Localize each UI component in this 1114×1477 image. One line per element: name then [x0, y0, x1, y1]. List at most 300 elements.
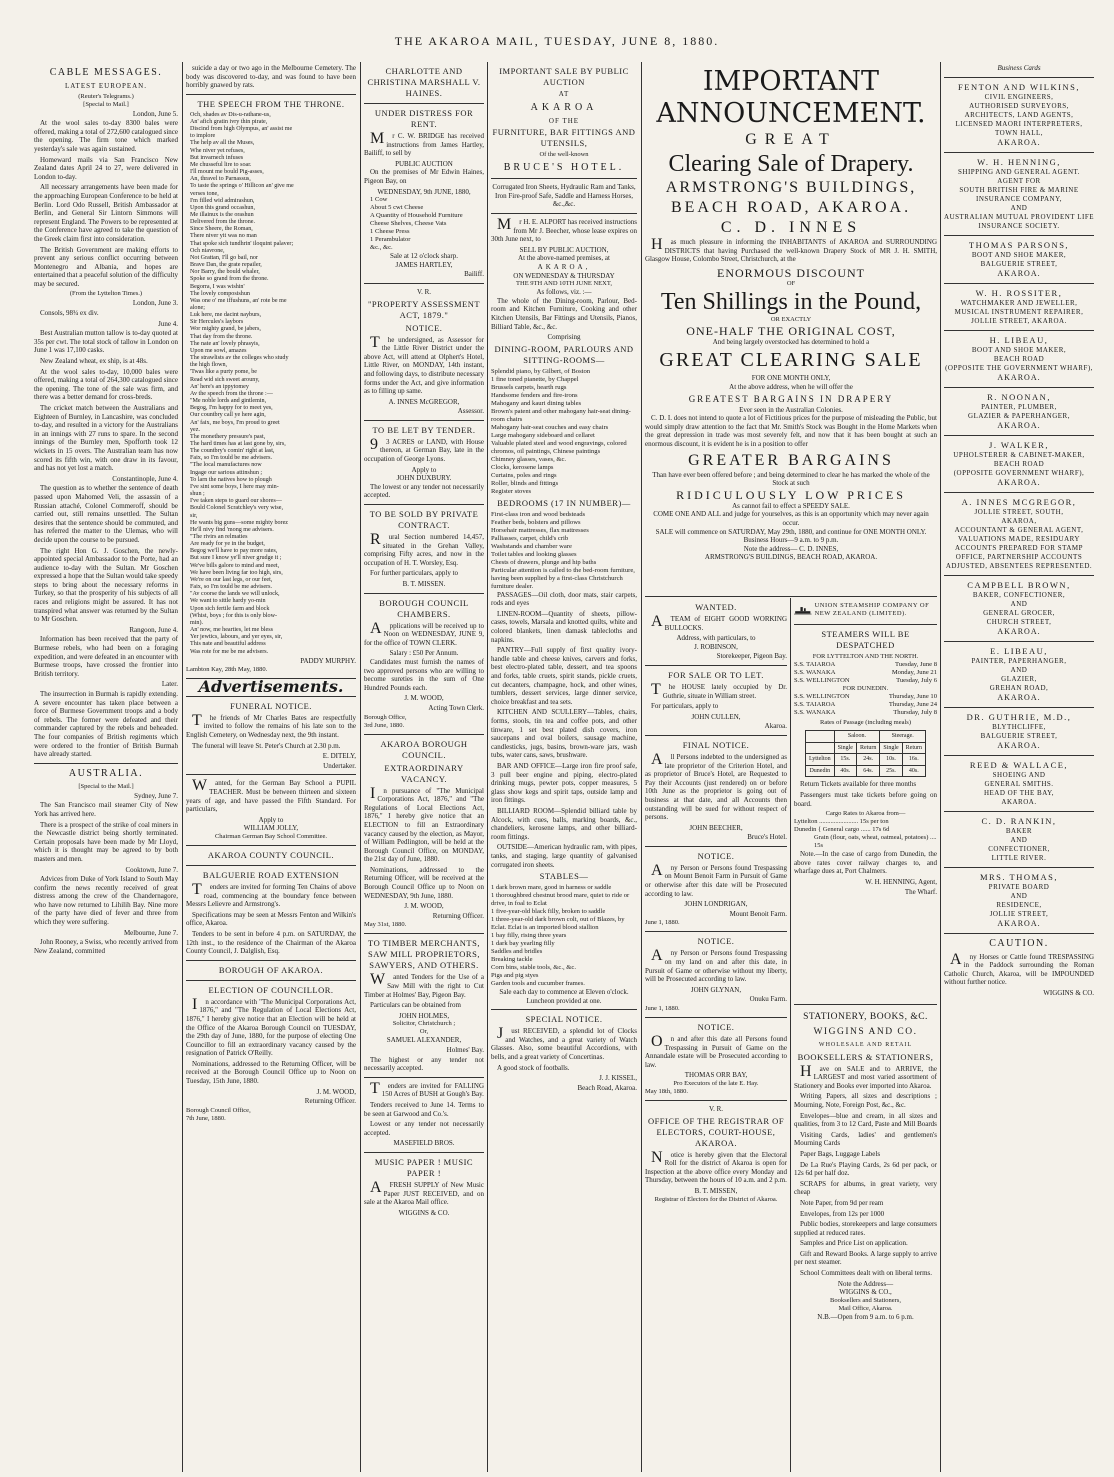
- paragraph: Homeward mails via San Francisco New Zealand dates April 24 to 27, were delivered in London to-day.: [34, 155, 178, 181]
- text: Note the address— C. D. INNES,: [743, 544, 839, 553]
- divider: [944, 641, 1094, 642]
- schedule-row: [794, 677, 937, 685]
- signature: Onuku Farm.: [749, 995, 787, 1004]
- text: AKAROA,: [537, 262, 591, 271]
- signature: J. M. WOOD,: [404, 694, 444, 703]
- dateline: London, June 5.: [132, 109, 178, 118]
- paragraph: Specifications may be seen at Messrs Fenton and Wilkin's office, Akaroa.: [186, 910, 356, 928]
- paragraph: The British Government are making efforts to prevent any serious conflict occurring between Montenegro and Albania, and hopes are entertained that a peaceful solution of the difficulty may be secured.: [34, 245, 178, 288]
- signature: Storekeeper, Pigeon Bay.: [716, 652, 787, 661]
- paragraph: Notice is hereby given that the Electoral Roll for the district of Akaroa is open for Inspection at the above office every Monday and Thursday, between the hours of 10 a.m. and 2 p.m.: [645, 1148, 787, 1185]
- signature: Akaroa.: [764, 722, 787, 731]
- business-detail: JOLLIE STREET,: [989, 909, 1049, 918]
- business-detail: BOOT AND SHOE MAKER,: [971, 250, 1067, 259]
- paragraph: Candidates must furnish the names of two approved persons who are willing to become sureties in the sum of One Hundred Pounds each.: [364, 657, 484, 692]
- text: WEDNESDAY, 9th JUNE, 1880,: [377, 187, 471, 196]
- business-detail: BAKER: [1005, 826, 1033, 835]
- paragraph: Wanted, for the German Bay School a PUPIL TEACHER. Must be between thirteen and sixteen years of age, and have passed the Fifth Standard. For particulars,: [186, 777, 356, 814]
- paragraph: Samples and Price List on application.: [800, 1239, 908, 1248]
- table-row: [805, 765, 925, 777]
- business-location: AKAROA.: [997, 626, 1041, 636]
- business-detail: AND: [1010, 835, 1028, 844]
- table-header: Return: [902, 742, 925, 754]
- paragraph: LINEN-ROOM—Quantity of sheets, pillow-cases, towels, Marsala and knotted quilts, white and colored blankets, linen damask tablecloths and napkins.: [491, 609, 637, 644]
- paragraph: Mr C. W. BRIDGE has received instructions from James Hartley, Bailiff, to sell by: [364, 130, 484, 158]
- column-rule: [940, 62, 941, 1472]
- text: FOR LYTTELTON AND THE NORTH.: [812, 653, 919, 660]
- paragraph: Note Paper, from 9d per ream: [800, 1198, 884, 1207]
- ship-name: S.S. WELLINGTON: [794, 693, 850, 700]
- text: Apply to: [258, 815, 284, 824]
- table-cell: Lyttelton: [805, 754, 834, 766]
- text: Luncheon provided at one.: [526, 996, 602, 1005]
- signature: JOHN HOLMES,: [398, 1011, 450, 1020]
- steamship-ad: [794, 600, 937, 1000]
- divider: [491, 1009, 637, 1010]
- text: ON WEDNESDAY & THURSDAY: [513, 271, 615, 280]
- ad-title: UNION STEAMSHIP COMPANY OF NEW ZEALAND (LIMITED).: [814, 602, 930, 617]
- paragraph: The San Francisco mail steamer City of New York has arrived here.: [34, 801, 178, 818]
- table-cell: 25s.: [880, 765, 902, 777]
- divider: [364, 734, 484, 735]
- paragraph: John Rooney, a Swiss, who recently arrived from New Zealand, committed: [34, 938, 178, 955]
- divider: [944, 330, 1094, 331]
- text: Of the well-known: [539, 151, 589, 159]
- item-list: 1 dark brown mare, good in harness or saddle 1 thoroughbred chestnut brood mare, quiet to ride or drive, in foal to Eclat 1 five-year-old black filly, broken to saddle 1 three-year-old dark brown colt, out of Blazes, by Eclat. Eclat is an imported blood stallion 1 bay filly, rising three years 1 dark bay yearling filly Saddles and bridles Breaking tackle Corn bins, stable tools, &c., &c. Pigs and pig styes Garden tools and cucumber frames.: [491, 884, 630, 988]
- business-detail: LICENSED MAORI INTERPRETERS,: [955, 119, 1083, 128]
- section-title: CABLE MESSAGES.: [49, 67, 163, 78]
- signature: WIGGINS & CO.,: [839, 1288, 892, 1297]
- business-card: [944, 816, 1094, 868]
- column-notices-2: [645, 600, 787, 1472]
- divider: [645, 931, 787, 932]
- dateline: Later.: [161, 680, 178, 689]
- paragraph: The question as to whether the sentence of death passed upon Mahomed Veli, the assassin of a Russian attaché, Colonel Commeroff, should be carried out, still remains unsettled. The Sultan desires that the sentence should be commuted, and has referred the matter to the Ulemas, who will decide upon the course to be pursued.: [34, 484, 178, 544]
- text: V. R.: [416, 287, 432, 296]
- paragraph: BILLIARD ROOM—Splendid billiard table by Alcock, with cues, balls, marking boards, &c., chandeliers, kerosene lamps, and other billiard-room fittings.: [491, 806, 637, 841]
- business-name: THOMAS PARSONS,: [968, 239, 1070, 250]
- paragraph: Consols, 98¾ ex div.: [40, 309, 99, 318]
- business-card: [944, 872, 1094, 934]
- business-detail: AUTHORISED SURVEYORS,: [969, 101, 1069, 110]
- business-name: E. LIBEAU,: [990, 645, 1048, 656]
- paragraph: Particulars can be obtained from: [370, 1001, 461, 1010]
- ad-title: AKAROA BOROUGH COUNCIL.: [380, 738, 468, 760]
- business-detail: AND: [1010, 203, 1028, 212]
- text: Ever seen in the Australian Colonies.: [739, 405, 843, 414]
- signature: Registrar of Electors for the District of Akaroa.: [654, 1195, 778, 1203]
- table-header: Steerage.: [880, 731, 926, 743]
- column-rule: [360, 62, 361, 1472]
- drapery-announcement: [645, 64, 937, 594]
- text: SELL BY PUBLIC AUCTION,: [519, 245, 609, 254]
- paragraph: KITCHEN AND SCULLERY—Tables, chairs, forms, stools, tin tea and coffee pots, and other tinware, 1 set best plated dish covers, iron saucepans and oval boilers, sausage machine, candlesticks, jugs, basins, brown-ware jars, wash tubs, water cans, saws, brushware.: [491, 708, 637, 760]
- subheading: (Reuter's Telegrams.): [78, 92, 134, 100]
- table-header: Return: [856, 742, 879, 754]
- dateline: June 4.: [158, 319, 178, 328]
- text: OF: [786, 279, 796, 287]
- business-name: DR. GUTHRIE, M.D.,: [966, 711, 1072, 722]
- signature: W. H. HENNING, Agent,: [865, 877, 937, 886]
- divider: [794, 1004, 937, 1005]
- sailing-date: Tuesday, June 8: [894, 661, 937, 668]
- divider: [364, 593, 484, 594]
- paragraph: AFRESH SUPPLY of New Music Paper JUST RECEIVED, and on sale at the Akaroa Mail office.: [364, 1178, 484, 1207]
- paragraph: OUTSIDE—American hydraulic ram, with pipes, tanks, and staging, large quantity of galvanised corrugated iron sheets.: [491, 843, 637, 869]
- item-list: 1 Cow About 5 cwt Cheese A Quantity of Household Furniture Cheese Shelves, Cheese Vats 1 Cheese Press 1 Perambulator &c., &c.: [370, 196, 463, 252]
- ad-title: TO BE SOLD BY PRIVATE CONTRACT.: [369, 509, 479, 531]
- paragraph: 93 ACRES or LAND, with House thereon, at German Bay, late in the occupation of George Lyons.: [364, 435, 484, 464]
- divider: [645, 596, 937, 597]
- table-cell: 16s.: [902, 754, 925, 766]
- announcement-line: ARMSTRONG'S BUILDINGS,: [665, 179, 917, 196]
- signature: May 31st, 1880.: [364, 921, 407, 929]
- paragraph: The cricket match between the Australians and Eighteen of Burnley, in Lancashire, was concluded to-day, and resulted in a victory for the Australians in an innings with 27 runs to spare. In the second innings of the Burnley men, Spofforth took 12 wickets in 15 overs. The Australian team has now scored its fifth win, with one draw in its favour, and has not yet lost a match.: [34, 404, 178, 473]
- signature: B. T. MISSEN.: [402, 580, 446, 588]
- ad-title: DINING-ROOM, PARLOURS AND SITTING-ROOMS—: [494, 343, 634, 365]
- ad-title: WANTED.: [695, 602, 737, 612]
- table-header: Single: [834, 742, 856, 754]
- ad-title: FINAL NOTICE.: [682, 739, 750, 750]
- ad-title: MUSIC PAPER ! MUSIC PAPER !: [374, 1156, 474, 1178]
- signature: J. M. WOOD,: [404, 902, 444, 911]
- signature: WIGGINS & CO.: [1043, 988, 1094, 997]
- business-card: [944, 497, 1094, 576]
- paragraph: Envelopes, from 12s per 1000: [800, 1209, 885, 1218]
- business-location: AKAROA.: [997, 477, 1041, 487]
- divider: [364, 1077, 484, 1078]
- signature: WIGGINS & CO.: [398, 1208, 450, 1217]
- table-cell: 10s.: [880, 754, 902, 766]
- divider: [186, 980, 356, 981]
- text: Comprising: [547, 333, 581, 342]
- business-detail: BLYTHCLIFFE,: [992, 722, 1046, 731]
- steamship-icon: [794, 601, 812, 619]
- dateline: Sydney, June 7.: [134, 791, 178, 800]
- signature: Returning Officer.: [432, 911, 484, 920]
- schedule-row: [794, 701, 937, 709]
- paragraph: All Persons indebted to the undersigned as late proprietor of the Criterion Hotel, and as proprietor of Bruce's Hotel, are Requested to Pay their Accounts (just rendered) on or before 10th June as the proprietor is going out of business at that date, and all Accounts then outstanding will be sued for without respect of persons.: [645, 750, 787, 822]
- ad-title: STABLES—: [539, 871, 589, 882]
- business-detail: GREHAN ROAD,: [989, 683, 1049, 692]
- column-rule: [182, 62, 183, 1472]
- paragraph: At the wool sales to-day, 10,000 bales were offered, making a total of 264,300 catalogued since the opening. The tone of the sale was firm, and there was a better demand for cross-breds.: [34, 367, 178, 402]
- business-detail: AKAROA.: [1001, 797, 1037, 806]
- signature: Mail Office, Akaroa.: [838, 1304, 893, 1312]
- business-card: [944, 288, 1094, 331]
- column-notices: [364, 64, 484, 1472]
- announcement-line: GREAT: [745, 131, 837, 148]
- signature: Holmes' Bay.: [446, 1046, 484, 1054]
- schedule-row: [794, 709, 937, 717]
- paragraph: Tenders to be sent in before 4 p.m. on SATURDAY, the 12th inst., to the residence of the Chairman of the Akaroa County Council, J. Dalglish, Esq.: [186, 929, 356, 956]
- text: Lyttelton ........................ 15s per ton: [794, 818, 889, 826]
- paragraph: Just RECEIVED, a splendid lot of Clocks and Watches, and a great variety of Watch Glasses. Also, some beautiful Accordions, with bells, and a great variety of Concertinas.: [491, 1025, 637, 1062]
- paragraph: The funeral will leave St. Peter's Church at 2.30 p.m.: [192, 741, 341, 750]
- paragraph: School Committees dealt with on liberal terms.: [800, 1269, 933, 1278]
- business-location: AKAROA.: [997, 137, 1041, 147]
- text: Note the Address—: [837, 1279, 894, 1288]
- business-card: [944, 646, 1094, 708]
- business-detail: PAINTER, PAPERHANGER,: [971, 656, 1067, 665]
- ad-title: CAUTION.: [989, 937, 1049, 949]
- business-location: AKAROA.: [997, 740, 1041, 750]
- ad-title: NOTICE.: [697, 1022, 735, 1032]
- signature: JOHN DUXBURY.: [396, 474, 452, 483]
- divider: [186, 774, 356, 775]
- paragraph: The undersigned, as Assessor for the Little River District under the above Act, will attend at Olphert's Hotel, Little River, on MONDAY, 14th instant, and following days, to distribute necessary forms under the Act, and give information as to filling up same.: [364, 333, 484, 396]
- signature: THOMAS ORR BAY,: [684, 1071, 748, 1080]
- business-detail: WATCHMAKER AND JEWELLER,: [960, 298, 1078, 307]
- ad-title: NOTICE.: [405, 322, 443, 333]
- ship-name: S.S. WANAKA: [794, 709, 836, 716]
- divider: [186, 865, 356, 866]
- text: BRUCE'S HOTEL.: [503, 162, 625, 174]
- paragraph: A good stock of footballs.: [497, 1063, 570, 1072]
- text: Cargo Rates to Akaroa from—: [825, 810, 906, 818]
- paragraph: The whole of the Dining-room, Parlour, Bed-room and Kitchen Furniture, Cooking and other Kitchen Utensils, Bar Fittings and Utensils, Pianos, Billiard Table, &c., &c.: [491, 296, 637, 331]
- paragraph: Advices from Duke of York Island to South May confirm the news recently received of great distress among the crew of the Chandernagore, who have now returned to Lihilih Bay. Nine more of the party have died of fever and three from which they were suffering.: [34, 875, 178, 927]
- item-list: First-class iron and wood bedsteads Feather beds, bolsters and pillows Horsehair mattresses, flax mattresses Palliasses, carpet, child's crib Washstands and chamber ware Toilet tables and looking glasses Chests of drawers, plunge and hip baths Particular attention is called to the bed-room furniture, having been supplied by a first-class Christchurch furniture dealer.: [491, 510, 635, 590]
- text: Salary : £50 Per Annum.: [389, 649, 459, 658]
- section-title: THE SPEECH FROM THE THRONE.: [197, 98, 345, 109]
- paragraph: On the premises of Mr Edwin Haines, Pigeon Bay, on: [364, 168, 484, 185]
- business-detail: CHURCH STREET,: [986, 617, 1052, 626]
- paragraph: The insurrection in Burmah is rapidly extending. A severe encounter has taken place between a force of Burmese Government troops and a body of rebels. The former were defeated and their commander captured by the rebels and beheaded. The four companies of British regiments which were ordered to the frontier of British Burmah have already started.: [34, 690, 178, 759]
- ad-title: BOOKSELLERS & STATIONERS,: [797, 1051, 934, 1062]
- divider: [944, 77, 1094, 78]
- signature: E. DITELY,: [322, 752, 356, 761]
- business-detail: BAKER, CONFECTIONER,: [972, 590, 1066, 599]
- paragraph: BAR AND OFFICE—Large iron fire proof safe, 3 pull beer engine and piping, electro-plated drinking mugs, pewter pots, copper measures, 5 glass show kegs and spirit taps, outside lamp and iron fittings.: [491, 761, 637, 805]
- business-location: AKAROA.: [997, 918, 1041, 928]
- table-cell: 40s.: [834, 765, 856, 777]
- signature: JOHN GLYNAN,: [690, 985, 742, 994]
- ship-name: S.S. WANAKA: [794, 669, 836, 676]
- ad-title: CHARLOTTE AND CHRISTINA MARSHALL V. HAINES.: [367, 66, 481, 98]
- text: Business Hours—9 a.m. to 9 p.m.: [743, 536, 839, 545]
- sailing-date: Tuesday, July 6: [896, 677, 937, 684]
- paragraph: All necessary arrangements have been made for the approaching European Conference to be held at Berlin. Lord Odo Russell, British Ambassador at Berlin, and General Sir Lintorn Simmons will represent England. The Powers to be represented at the Conference have agreed to take the question of the Greek claim first into consideration.: [34, 183, 178, 243]
- signature: J. ROBINSON,: [694, 642, 738, 651]
- business-detail: ARCHITECTS, LAND AGENTS,: [964, 110, 1074, 119]
- ship-name: S.S. TAIAROA: [794, 701, 836, 708]
- signature: Borough Council Office,: [186, 1106, 251, 1114]
- ad-title: OFFICE OF THE REGISTRAR OF ELECTORS, COURT-HOUSE, AKAROA.: [647, 1115, 785, 1148]
- business-name: W. H. ROSSITER,: [975, 287, 1063, 298]
- text: Sale at 12 o'clock sharp.: [390, 252, 458, 261]
- paragraph: ATEAM of EIGHT GOOD WORKING BULLOCKS.: [651, 613, 787, 632]
- ad-title: FUNERAL NOTICE.: [230, 700, 312, 711]
- ad-title: "PROPERTY ASSESSMENT ACT, 1879.": [367, 298, 481, 320]
- business-card: [944, 580, 1094, 642]
- signature: J. M. WOOD,: [316, 1087, 356, 1096]
- paragraph: There is a prospect of the strike of coal miners in the Newcastle district being shortly terminated. Certain proposals have been made by Mr Lloyd, which it is thought may be agreed to by both masters and men.: [34, 820, 178, 863]
- business-detail: CIVIL ENGINEERS,: [984, 92, 1054, 101]
- text: As follows, viz. :—: [536, 288, 592, 297]
- paragraph: Envelopes—blue and cream, in all sizes and qualities, from 3 to 12 Card, Paste and Mill Boards: [794, 1111, 937, 1129]
- paragraph: Tenders received to June 14. Terms to be seen at Garwood and Co.'s.: [364, 1100, 484, 1118]
- signature: Booksellers and Stationers,: [830, 1296, 901, 1304]
- table-header: Single: [880, 742, 902, 754]
- ad-title: ELECTION OF COUNCILLOR.: [208, 984, 334, 995]
- dateline: Constantinople, June 4.: [112, 474, 178, 483]
- paragraph: In accordance with "The Municipal Corporations Act, 1876," and "The Regulation of Local Elections Act, 1876," I hereby give notice that an Election will be held at the Office of the Akaroa Borough Council on TUESDAY, the 29th day of June, 1880, for the purpose of electing One Councillor to fill an extraordinary vacancy caused by the resignation of Patrick O'Reilly.: [186, 995, 356, 1058]
- divider: [944, 152, 1094, 153]
- column-auction: [491, 64, 637, 1472]
- column-rule: [641, 62, 642, 1472]
- paragraph: The friends of Mr Charles Bates are respectfully invited to follow the remains of his late son to the English Cemetery, on Wednesday next, the 9th instant.: [186, 711, 356, 740]
- announcement-line: RIDICULOUSLY LOW PRICES: [676, 487, 906, 502]
- signature: 3rd June, 1880.: [364, 721, 405, 729]
- ad-title: NOTICE.: [697, 850, 735, 861]
- business-detail: AND: [1010, 665, 1028, 674]
- business-card: [944, 240, 1094, 284]
- column-rule: [790, 598, 791, 1472]
- business-detail: AND: [1010, 599, 1028, 608]
- announcement-title: IMPORTANT ANNOUNCEMENT.: [656, 66, 926, 129]
- paragraph: Lowest or any tender not necessarily accepted.: [364, 1120, 484, 1137]
- ad-title: TO TIMBER MERCHANTS, SAW MILL PROPRIETORS, SAWYERS, AND OTHERS.: [368, 938, 480, 971]
- business-card: [944, 157, 1094, 236]
- dateline: June 1, 1880.: [645, 1005, 680, 1012]
- stationery-ad: [794, 1008, 937, 1472]
- text: As cannot fail to effect a SPEEDY SALE.: [732, 501, 850, 510]
- paragraph: At the wool sales to-day 8300 bales were offered, making a total of 272,600 catalogued since the opening. The firm tone which marked yesterday's sale was again sustained.: [34, 119, 178, 153]
- schedule-row: [794, 661, 937, 669]
- business-detail: MUSICAL INSTRUMENT REPAIRER,: [954, 307, 1084, 316]
- announcement-line: BEACH ROAD, AKAROA.: [670, 199, 912, 216]
- masthead: THE AKAROA MAIL, TUESDAY, JUNE 8, 1880.: [394, 34, 720, 48]
- divider: [645, 735, 787, 736]
- announcement-line: Clearing Sale of Drapery.: [668, 151, 914, 177]
- text: OF THE: [548, 116, 580, 125]
- business-name: W. H. HENNING,: [977, 156, 1061, 167]
- signature: J. J. KISSEL,: [599, 1074, 637, 1083]
- business-detail: AGENT FOR: [997, 176, 1041, 185]
- text: And being largely overstocked has determined to hold a: [712, 337, 870, 346]
- advertisements-banner: Advertisements.: [198, 677, 344, 697]
- divider: [944, 933, 1094, 934]
- paragraph: De La Rue's Playing Cards, 2s 6d per pack, or 12s 6d per half doz.: [794, 1160, 937, 1178]
- business-detail: SHOEING AND: [992, 770, 1046, 779]
- business-name: C. D. RANKIN,: [981, 815, 1057, 826]
- subheading: [Special to the Mail.]: [78, 782, 134, 790]
- dateline: London, June 3.: [132, 299, 178, 308]
- text: Rates of Passage (including meals): [820, 719, 911, 726]
- text: At the above address, when he will offer the: [729, 382, 853, 391]
- signature: 7th June, 1880.: [186, 1114, 226, 1122]
- column-cable-messages: [34, 64, 178, 1472]
- business-detail: (OPPOSITE THE GOVERNMENT WHARF),: [945, 363, 1093, 372]
- item-list: Splendid piano, by Gilbert, of Boston 1 fine toned pianette, by Chappel Brussels carpets, hearth rugs Handsome fenders and fire-irons Mahogany and kauri dining tables Brown's patent and other mahogany hair-seat dining-room chairs Mahogany hair-seat couches and easy chairs Large mahogany sideboard and cellaret Valuable plated steel and wood engravings, colored chromos, oil paintings, Chinese paintings Chimney glasses, vases, &c. Clocks, kerosene lamps Curtains, poles and rings Roller, blinds and fittings Register stoves: [491, 367, 631, 495]
- text: SALE will commence on SATURDAY, May 29th, 1880, and continue for ONE MONTH ONLY.: [655, 527, 927, 536]
- fares-table: [805, 730, 926, 777]
- business-detail: BEACH ROAD: [993, 354, 1045, 363]
- text: WHOLESALE AND RETAIL: [818, 1042, 913, 1048]
- table-cell: [805, 731, 834, 743]
- dateline: Melbourne, June 7.: [123, 928, 178, 937]
- section-title: Business Cards: [997, 64, 1041, 72]
- business-name: H. LIBEAU,: [989, 334, 1049, 345]
- business-detail: BOOT AND SHOE MAKER,: [971, 345, 1067, 354]
- divider: [364, 420, 484, 421]
- business-name: R. NOONAN,: [987, 391, 1051, 402]
- business-detail: (OPPOSITE GOVERNMENT WHARF),: [953, 468, 1085, 477]
- schedule-row: [794, 669, 937, 677]
- business-name: CAMPBELL BROWN,: [967, 579, 1071, 590]
- business-location: AKAROA.: [997, 420, 1041, 430]
- paragraph: The lowest or any tender not necessarily accepted.: [364, 482, 484, 500]
- ad-title: SPECIAL NOTICE.: [525, 1014, 603, 1025]
- paragraph: Mr H. E. ALPORT has received instructions from Mr J. Beecher, whose lease expires on 30th June next, to: [491, 215, 637, 244]
- text: OR EXACTLY: [770, 315, 812, 323]
- divider: [944, 575, 1094, 576]
- table-cell: [805, 742, 834, 754]
- ad-title: FOR SALE OR TO LET.: [668, 669, 764, 680]
- divider: [364, 1152, 484, 1153]
- dateline: Lambton Kay, 28th May, 1880.: [186, 666, 268, 674]
- text: AT: [558, 90, 570, 98]
- business-detail: SOUTH BRITISH FIRE & MARINE INSURANCE COMPANY,: [959, 185, 1079, 203]
- business-detail: GENERAL GROCER,: [983, 608, 1055, 617]
- business-card-list: [944, 82, 1094, 934]
- ad-title: WIGGINS AND CO.: [813, 1027, 918, 1037]
- business-card: [944, 335, 1094, 388]
- text: N.B.—Open from 9 a.m. to 6 p.m.: [817, 1312, 914, 1321]
- divider: [364, 103, 484, 104]
- business-detail: RESIDENCE,: [996, 900, 1042, 909]
- business-detail: BALGUERIE STREET,: [980, 731, 1058, 740]
- paragraph: Any Person or Persons found Trespassing on my land on and after this date, in Pursuit of Game or otherwise without my liberty, will be Prosecuted according to law.: [645, 947, 787, 984]
- business-detail: SHIPPING AND GENERAL AGENT.: [958, 167, 1080, 176]
- business-detail: LITTLE RIVER.: [991, 853, 1047, 862]
- text: Address, with particulars, to: [676, 634, 756, 643]
- divider: [645, 1100, 787, 1101]
- paragraph: Passengers must take tickets before going on board.: [794, 790, 937, 808]
- signature: SAMUEL ALEXANDER,: [386, 1036, 462, 1045]
- column-business-cards: [944, 64, 1094, 1472]
- ad-title: EXTRAORDINARY VACANCY.: [384, 762, 464, 784]
- paragraph: Return Tickets available for three months: [800, 780, 917, 789]
- paragraph: PANTRY—Full supply of first quality ivory-handle table and cheese knives, carvers and forks, best electro-plated table, dessert, and tea spoons and forks, table cruets, spirit stands, pickle cruets, cut decanters, champagne, hock, and other wines, tumblers, dessert services, large dinner service, choice breakfast and tea sets.: [491, 646, 637, 706]
- announcement-line: C. D. INNES: [720, 219, 862, 236]
- ad-title: AKAROA COUNTY COUNCIL.: [207, 849, 335, 860]
- business-detail: UPHOLSTERER & CABINET-MAKER,: [953, 450, 1085, 459]
- ad-title: BALGUERIE ROAD EXTENSION: [202, 869, 340, 880]
- text: Or,: [419, 1028, 429, 1036]
- ad-title: STEAMERS WILL BE DESPATCHED: [821, 629, 910, 650]
- dateline: June 1, 1880.: [645, 919, 680, 927]
- business-location: AKAROA.: [997, 372, 1041, 382]
- signature: Bailiff.: [464, 270, 484, 279]
- paragraph: For further particulars, apply to: [370, 569, 459, 578]
- business-location: AKAROA.: [997, 692, 1041, 702]
- text: Corrugated Iron Sheets, Hydraulic Ram and Tanks, Iron Fire-proof Safe, Saddle and Harness Horses, &c.,&c.: [492, 183, 636, 209]
- business-detail: CONFECTIONER,: [988, 844, 1050, 853]
- business-card: [944, 82, 1094, 153]
- ad-title: FURNITURE, BAR FITTINGS AND UTENSILS,: [492, 127, 636, 149]
- paragraph: On and after this date all Persons found Trespassing in Pursuit of Game on the Annandale estate will be Prosecuted according to law.: [645, 1033, 787, 1069]
- text: Grain (flour, oats, wheat, oatmeal, potatoes) .... 15s: [814, 834, 937, 850]
- signature: Borough Office,: [364, 713, 407, 721]
- business-name: FENTON AND WILKINS,: [958, 81, 1080, 92]
- text: THE 9TH AND 10TH JUNE NEXT,: [516, 280, 612, 288]
- paragraph: Paper Bags, Luggage Labels: [800, 1149, 881, 1158]
- ad-title: UNDER DISTRESS FOR RENT.: [374, 108, 474, 129]
- text: COME ONE AND ALL and judge for yourselves, as this is an opportunity which may never again occur.: [653, 510, 929, 527]
- divider: [645, 665, 787, 666]
